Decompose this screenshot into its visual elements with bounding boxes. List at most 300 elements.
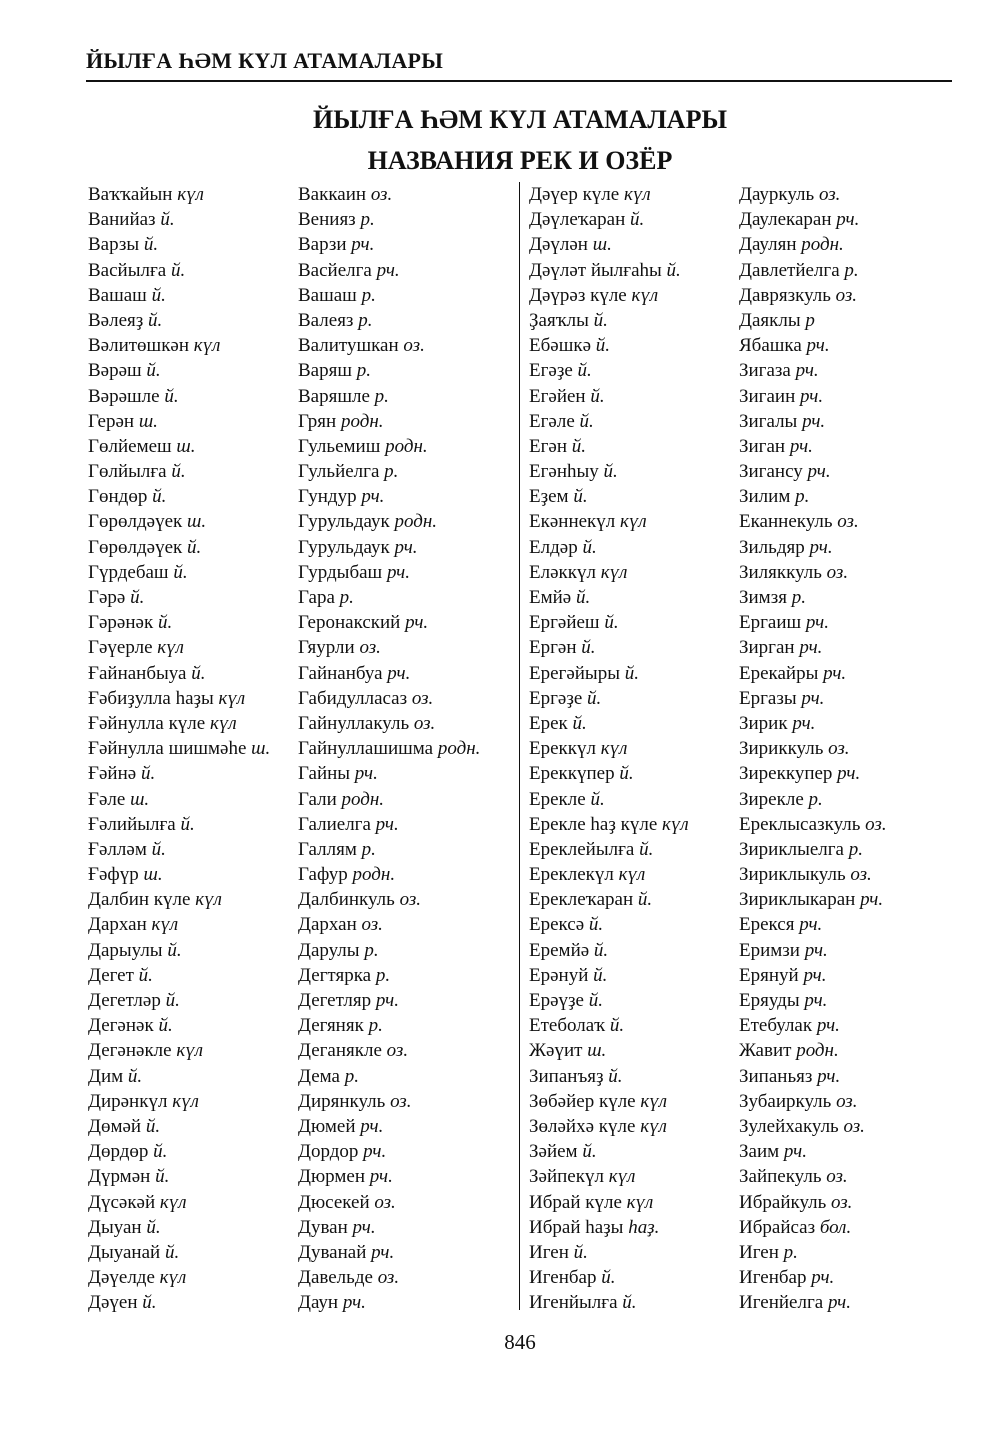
entry [298,1265,480,1290]
entry [529,912,689,937]
entry [88,635,270,660]
entry [88,484,270,509]
entry-name: Еканнекуль [739,511,838,533]
entry [298,232,480,257]
entry-type: й. [146,360,161,382]
entry-name: Зиляккуль [739,561,827,583]
entry-name: Дәүер күле [529,184,624,205]
entry [739,761,887,786]
entry-type: рч. [352,1216,376,1238]
entry-type: рч. [804,939,828,961]
entry-name: Даврязкуль [739,284,836,306]
entry-name: Еримзи [739,939,805,961]
entry-type: күл [623,184,651,205]
entry [529,661,689,686]
entry-name: Зириккуль [739,738,829,760]
entry-name: Ғәйнулла күле [88,712,210,734]
entry [739,535,887,560]
entry-type: күл [177,184,204,205]
entry [739,358,887,383]
entry [298,812,480,837]
entry-name: Вәрәш [88,360,147,382]
entry [88,384,270,409]
entry-type: оз. [370,184,393,205]
entry [88,409,270,434]
entry-name: Зириклыкаран [739,889,861,911]
entry [529,610,689,635]
entry-name: Гяурли [298,637,360,659]
entry-type: оз. [359,637,381,659]
entry [298,963,480,988]
entry-name: Ергазы [739,687,802,709]
entry-type: й. [590,385,605,407]
entry [88,1139,270,1164]
entry-type: ш. [130,788,150,810]
entry-type: й. [575,587,591,608]
entry [298,1215,480,1240]
entry [529,837,689,862]
entry-type: й. [151,284,166,306]
entry-name: Зипанъяҙ [529,1065,609,1087]
entry-name: Ибрайкуль [739,1191,832,1213]
entry-name: Варяшле [298,385,375,407]
entry-name: Даяклы [739,309,806,331]
entry [739,1215,887,1240]
entry-type: й. [577,360,592,382]
entry-type: рч. [801,687,825,709]
entry [529,787,689,812]
entry-name: Далбин күле [88,889,196,911]
entry-name: Дарыулы [88,939,168,961]
entry-name: Васйелга [298,259,377,281]
entry-type: рч. [807,461,831,483]
entry-name: Зубаиркуль [739,1090,837,1112]
entry [739,283,887,308]
entry-type: й. [158,1015,173,1037]
entry [529,761,689,786]
entry-name: Дегтярка [298,964,376,986]
page-number: 846 [504,1330,536,1354]
entry [88,912,270,937]
entry [529,1164,689,1189]
entry-name: Игенйылға [529,1292,623,1314]
entry-type: һаҙ. [628,1216,660,1238]
entry-name: Иген [529,1241,574,1263]
entry [88,308,270,333]
entry-name: Жәүит [529,1040,588,1062]
entry-name: Зимзя [739,587,792,608]
entry-name: Ванийаз [88,209,161,231]
entry-name: Зилим [739,486,796,508]
entry [88,610,270,635]
entry-type: родн. [385,435,428,457]
entry-type: рч. [387,662,411,684]
entry-name: Емйә [529,587,576,608]
entry-name: Заим [739,1141,784,1163]
entry [739,459,887,484]
entry-name: Зәйпекүл [529,1166,609,1188]
entry-type: й. [622,1292,637,1314]
entry-type: күл [640,1090,668,1112]
entry [88,232,270,257]
entry-type: рч. [823,662,847,684]
entry [529,182,689,207]
entry-name: Зигаин [739,385,800,407]
entry-type: ш. [587,1040,607,1062]
entry [88,1190,270,1215]
header-rule [86,80,952,82]
entry [88,1240,270,1265]
entry-type: рч. [360,1115,384,1137]
entry-name: Геронакский [298,612,406,634]
entry-type: күл [195,889,222,911]
entry-name: Еләккүл [529,561,601,583]
entry-type: й. [593,309,608,331]
entry-name: Гөрөлдәүек [88,536,187,558]
entry-type: оз. [826,1166,848,1188]
entry-name: Ерек [529,712,573,734]
entry [88,1013,270,1038]
entry-name: Ерекся [739,914,800,936]
entry-name: Дүрмән [88,1166,156,1188]
entry-name: Зөләйхә күле [529,1115,641,1137]
entry-type: оз. [837,511,859,533]
entry-type: й. [595,335,611,357]
entry [739,686,887,711]
entry-type: рч. [804,990,828,1011]
entry [739,484,887,509]
entry [739,812,887,837]
entry-name: Гөрөлдәүек [88,511,187,533]
entry-name: Гөндөр [88,486,153,508]
entry-name: Ғәйнә [88,763,141,785]
entry [739,635,887,660]
entry-type: р. [375,964,391,986]
entry-type: й. [145,1115,161,1137]
entry-type: оз. [390,1090,412,1112]
entry-name: Егәле [529,410,580,432]
entry-name: Зирекле [739,788,809,810]
entry [88,963,270,988]
entry [298,887,480,912]
entry-type: рч. [375,813,399,835]
entry [298,585,480,610]
entry-name: Вәлитөшкән [88,335,194,357]
entry-name: Венияз [298,209,361,231]
entry [88,182,270,207]
entry-name: Игенбар [739,1267,812,1289]
entry-name: Ғәйнулла шишмәһе [88,738,252,760]
entry-type: родн. [796,1040,839,1062]
entry [529,207,689,232]
entry-name: Вәрәшле [88,385,165,407]
entry-type: й. [609,1015,625,1037]
entry-type: рч. [800,385,824,407]
entry-type: й. [579,410,594,432]
entry [739,1013,887,1038]
entry-name: Дегәнәкле [88,1040,177,1062]
entry [739,963,887,988]
entry-type: р. [791,587,806,608]
entry-name: Ваккаин [298,184,371,205]
entry [88,988,270,1013]
entry [88,207,270,232]
entry [88,283,270,308]
entry [529,963,689,988]
entry-name: Дәүләт йылғаһы [529,259,667,281]
entry-name: Ереклысазкуль [739,813,866,835]
entry-type: р [805,309,815,331]
entry-name: Егәнһыу [529,461,604,483]
entry-type: рч. [405,612,429,634]
entry [739,207,887,232]
entry-type: й. [143,234,159,256]
entry [739,661,887,686]
entry-type: ш. [176,435,196,457]
page-title: ЙЫЛҒА ҺӘМ КҮЛ АТАМАЛАРЫ [313,105,727,134]
entry-type: й. [608,1065,623,1087]
entry-name: Гафур [298,864,353,886]
entry-type: оз. [831,1191,853,1213]
entry [88,1038,270,1063]
entry-type: оз. [828,738,850,760]
entry [739,1290,887,1315]
entry-name: Даун [298,1292,343,1314]
entry-type: күл [600,738,628,760]
entry-type: й. [637,889,653,911]
entry-name: Зөбәйер күле [529,1090,641,1112]
entry-name: Ғайнанбыуа [88,662,192,684]
entry-type: ш. [592,234,612,256]
entry-name: Етебулак [739,1015,817,1037]
entry-type: рч. [375,990,399,1011]
entry-name: Дәүрәз күле [529,284,632,306]
entry-type: й. [140,763,156,785]
entry-type: родн. [341,788,385,810]
entry-name: Валеяз [298,309,359,331]
column-divider [519,182,520,1310]
entry [529,887,689,912]
entry-type: оз. [374,1191,396,1213]
entry [529,459,689,484]
entry-type: күл [608,1166,636,1188]
entry [298,736,480,761]
entry-type: р. [339,587,354,608]
entry [88,1114,270,1139]
entry [529,232,689,257]
entry-type: й. [165,990,180,1011]
entry [298,1164,480,1189]
entry-type: күл [662,813,689,835]
entry-type: родн. [394,511,437,533]
entry-name: Дархан [88,914,152,936]
entry-type: оз. [377,1267,400,1289]
entry [529,308,689,333]
entry [298,1038,480,1063]
entry-type: й. [152,486,167,508]
entry-name: Дюсекей [298,1191,375,1213]
entry-type: рч. [363,1141,387,1163]
entry-type: р. [795,486,810,508]
entry [88,509,270,534]
entry [298,1139,480,1164]
entry-name: Зирган [739,637,800,659]
entry [88,459,270,484]
entry-type: күл [640,1115,667,1137]
entry-name: Даулекаран [739,209,837,231]
entry-type: рч. [827,1292,852,1314]
entry-name: Дегяняк [298,1015,369,1037]
entry-name: Дәүлеҡаран [529,209,630,231]
entry [739,1190,887,1215]
entry [529,434,689,459]
entry [298,761,480,786]
entry [529,585,689,610]
entry-name: Гара [298,587,340,608]
entry [529,560,689,585]
entry [739,232,887,257]
entry [88,1164,270,1189]
entry-name: Иген [739,1241,784,1263]
entry-name: Ғәлләм [88,838,152,860]
entry-type: родн. [340,410,384,432]
entry [529,384,689,409]
entry-type: й. [572,712,587,734]
entry-type: й. [130,587,145,608]
entry-name: Дегет [88,964,139,986]
entry-type: күл [159,1267,187,1289]
entry-type: й. [155,1166,170,1188]
entry-type: й. [573,1241,588,1263]
entry [739,988,887,1013]
entry-name: Васйылға [88,259,171,281]
entry [529,283,689,308]
entry [298,1089,480,1114]
entry [88,258,270,283]
entry-name: Варзи [298,234,352,256]
entry-type: рч. [837,763,861,785]
entry-type: рч. [811,1267,835,1289]
entry [739,560,887,585]
entry [88,938,270,963]
entry [88,686,270,711]
entry [529,1064,689,1089]
entry-name: Дегәнәк [88,1015,159,1037]
entry-name: Дирянкуль [298,1090,391,1112]
entry [298,459,480,484]
entry [739,787,887,812]
entry-type: оз. [865,813,887,835]
entry [88,812,270,837]
entry-type: күл [193,335,221,357]
entry [298,535,480,560]
entry-type: оз. [411,687,434,709]
entry [298,182,480,207]
entry [529,258,689,283]
entry-type: р. [844,259,859,281]
entry [298,837,480,862]
entry-type: й. [180,813,195,835]
entry [739,308,887,333]
entry-type: й. [186,536,202,558]
entry [739,610,887,635]
entry [739,887,887,912]
column-russian-right [739,182,887,1315]
entry-type: р. [360,209,375,231]
entry-type: й. [164,1241,180,1263]
entry [739,258,887,283]
entry-type: й. [603,461,618,483]
entry-name: Дауркуль [739,184,819,205]
entry-type: күл [159,1191,187,1213]
entry-type: рч. [783,1141,807,1163]
entry-type: рч. [354,763,378,785]
entry-name: Ғәфүр [88,864,144,886]
entry [298,635,480,660]
entry [88,736,270,761]
entry-name: Зипаньяз [739,1065,818,1087]
entry-name: Етеболаҡ [529,1015,610,1037]
entry-name: Зайпекуль [739,1166,827,1188]
entry-type: рч. [792,712,816,734]
entry [88,1290,270,1315]
entry-name: Ғәлийылға [88,813,181,835]
entry-type: й. [148,309,163,331]
column-bashkir-right [529,182,689,1315]
column-bashkir-left [88,182,270,1315]
entry [298,308,480,333]
entry-name: Гәүерле [88,637,158,659]
entry-type: й. [170,259,186,281]
entry [739,938,887,963]
entry [88,862,270,887]
entry-name: Ерәнуй [529,964,594,986]
entry-type: рч. [802,410,826,432]
entry [88,761,270,786]
entry [88,1089,270,1114]
entry [739,837,887,862]
entry-name: Ереккүпер [529,763,620,785]
entry-type: рч. [371,1241,395,1263]
entry-type: күл [172,1090,199,1112]
entry-type: оз. [835,284,858,306]
entry-name: Дим [88,1065,128,1087]
entry-name: Габидулласаз [298,687,412,709]
entry-type: рч. [816,1015,840,1037]
entry-type: рч. [799,637,823,659]
entry-name: Ергәйеш [529,612,605,634]
entry-type: рч. [789,435,813,457]
entry [298,509,480,534]
entry-name: Зигалы [739,410,803,432]
entry-name: Жавит [739,1040,797,1062]
entry [298,988,480,1013]
entry-type: й. [127,1065,143,1087]
entry-name: Гәрәнәк [88,612,158,634]
entry-type: оз. [399,889,421,911]
entry-name: Ибрай һаҙы [529,1216,629,1238]
entry [298,1114,480,1139]
entry [739,409,887,434]
entry-type: й. [593,964,608,986]
entry-type: й. [588,990,603,1011]
entry-name: Гәрә [88,587,131,608]
entry-type: күл [157,637,184,659]
entry-name: Варяш [298,360,357,382]
entry [88,585,270,610]
entry [529,535,689,560]
entry [739,434,887,459]
